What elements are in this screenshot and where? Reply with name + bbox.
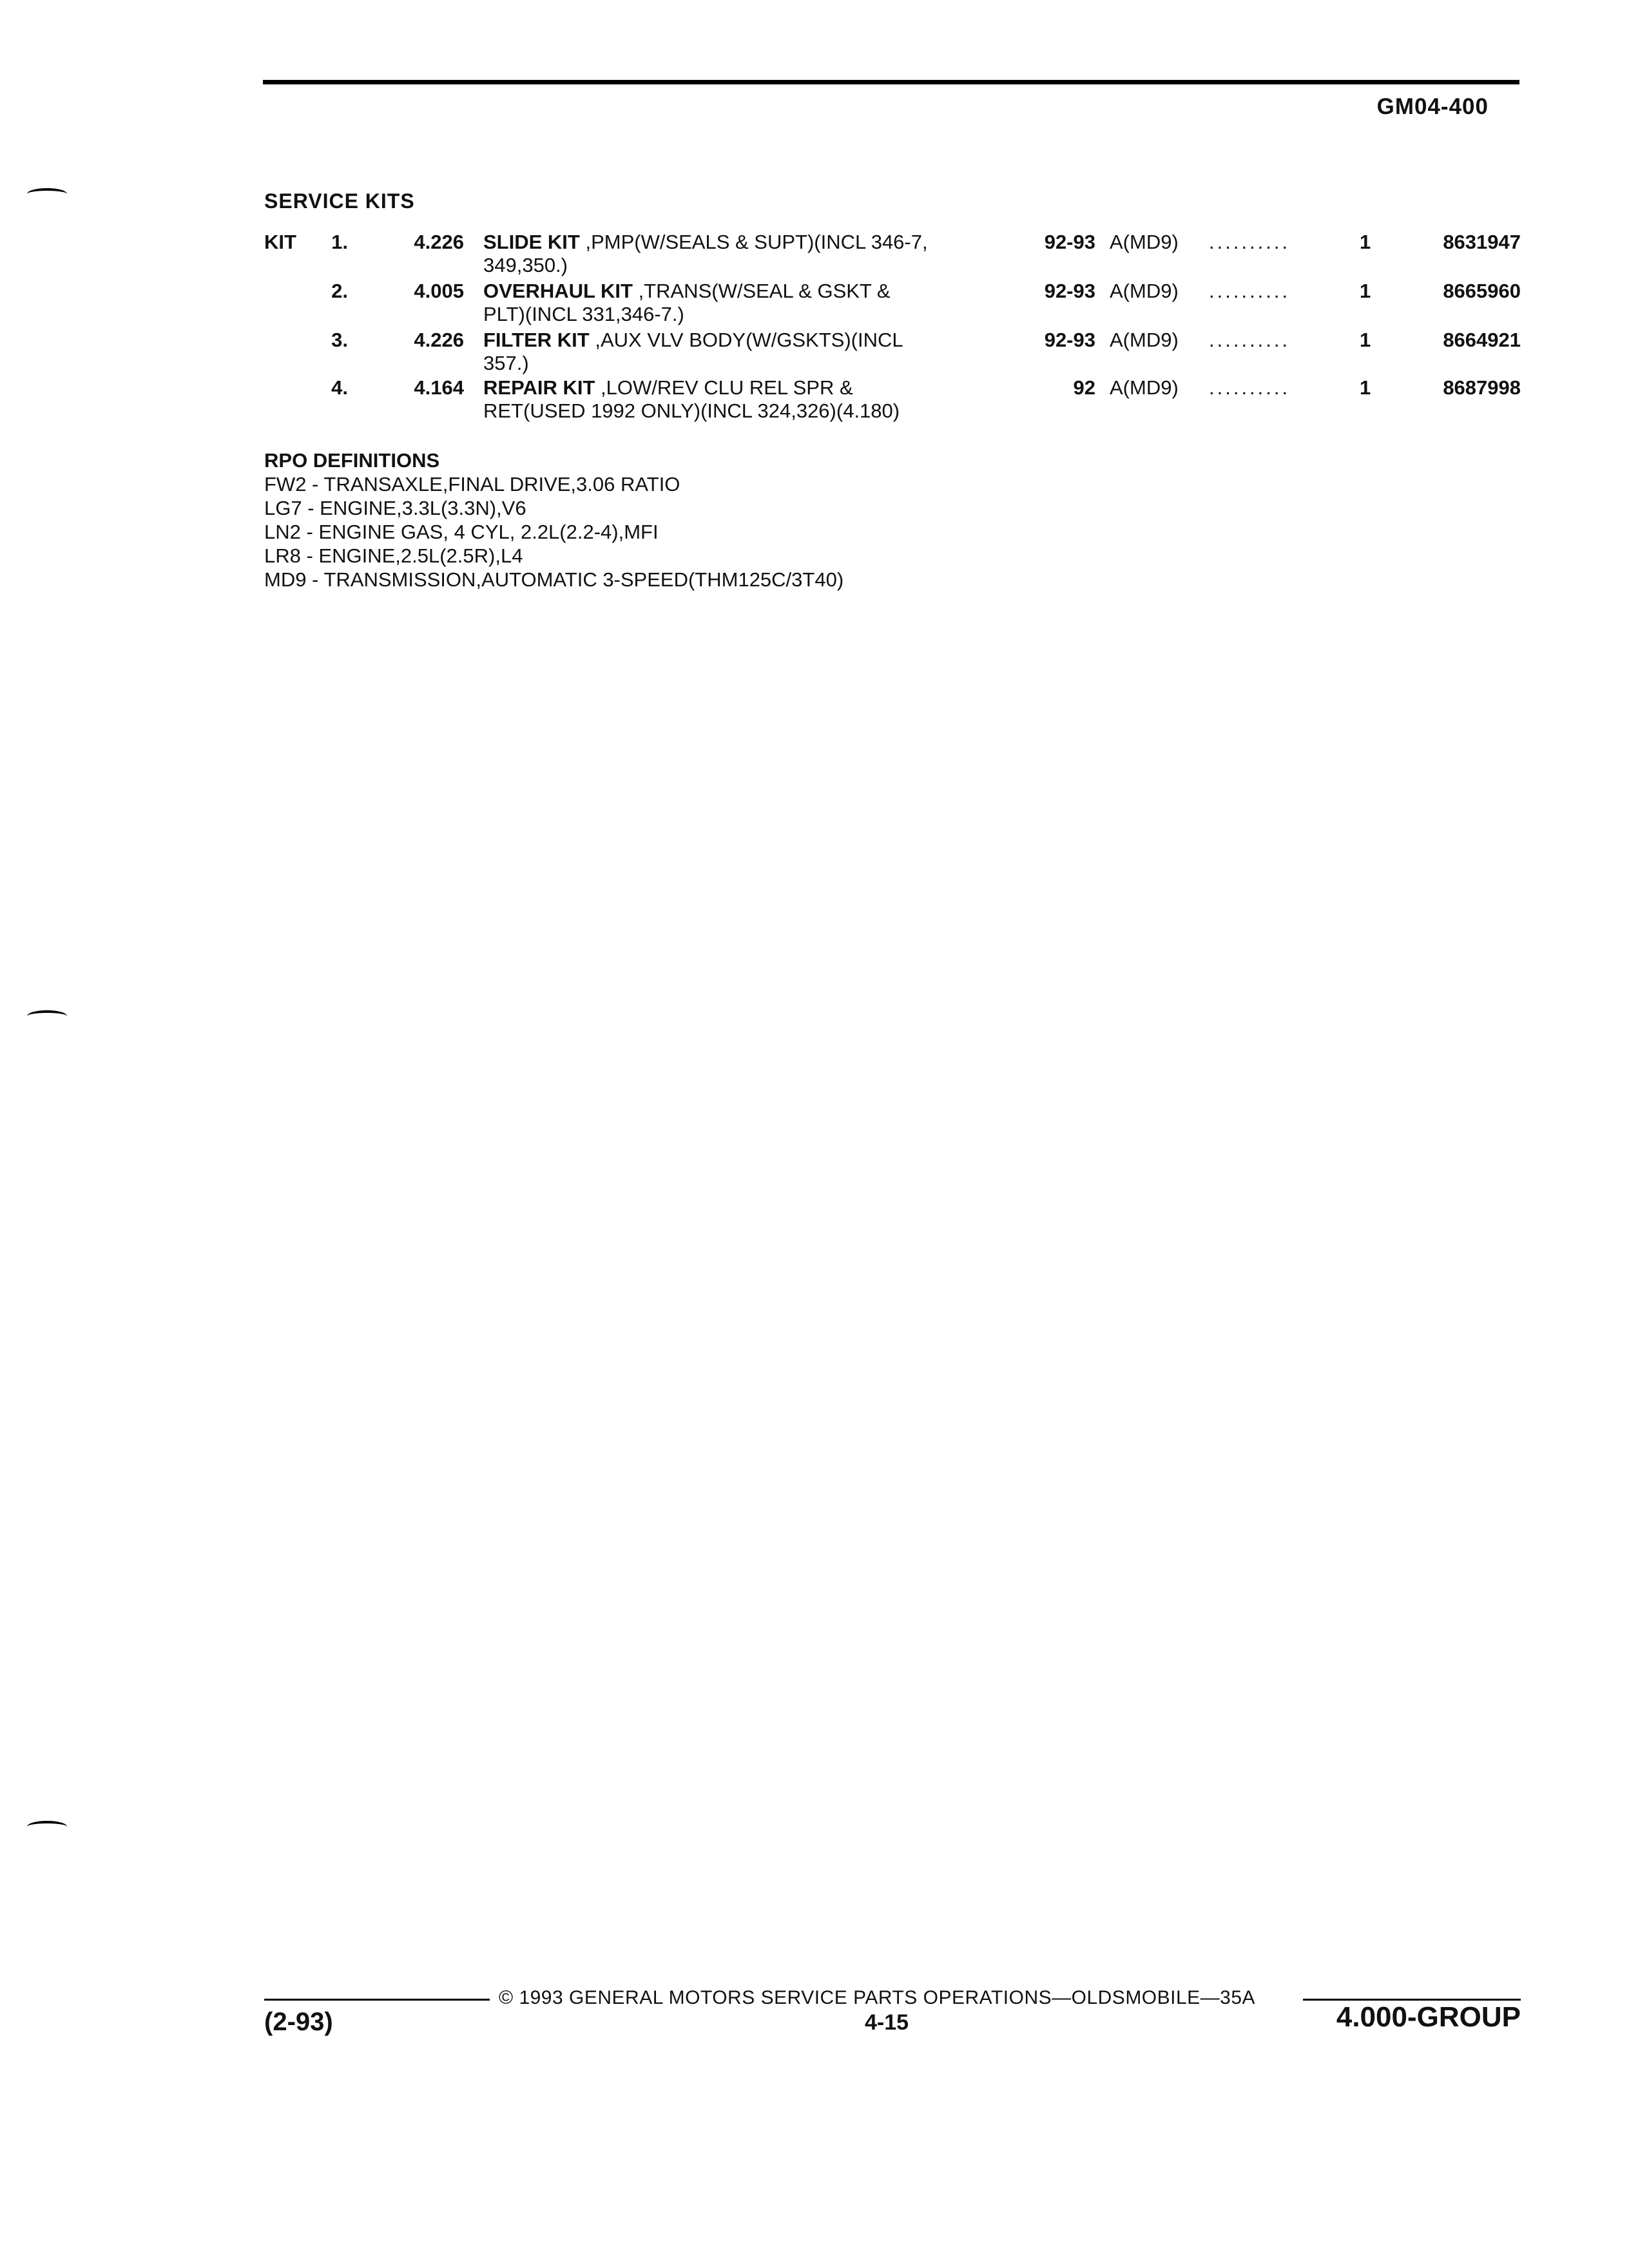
- model-years: 92: [1073, 376, 1095, 399]
- usage-code: A(MD9): [1110, 376, 1179, 399]
- description-line-1: ,PMP(W/SEALS & SUPT)(INCL 346-7,: [579, 231, 928, 253]
- copyright-notice: © 1993 GENERAL MOTORS SERVICE PARTS OPERATIONS—OLDSMOBILE—35A: [499, 1987, 1256, 2008]
- part-number: 8631947: [1443, 231, 1521, 253]
- footer-rule-right: [1303, 1999, 1521, 2001]
- group-number: 4.164: [414, 376, 464, 399]
- rpo-line: LR8 - ENGINE,2.5L(2.5R),L4: [264, 544, 523, 567]
- kit-number: 3.: [331, 329, 348, 351]
- usage-code: A(MD9): [1110, 280, 1179, 302]
- usage-code: A(MD9): [1110, 231, 1179, 253]
- page-number: 4-15: [865, 2010, 909, 2035]
- model-years: 92-93: [1044, 231, 1095, 253]
- group-label: 4.000-GROUP: [1336, 2001, 1521, 2033]
- rpo-definitions: [264, 448, 843, 591]
- kit-row: [264, 376, 1521, 424]
- kit-description: [483, 231, 1025, 277]
- binder-hole-mark: [27, 1821, 67, 1832]
- rpo-line: MD9 - TRANSMISSION,AUTOMATIC 3-SPEED(THM125C/3T40): [264, 568, 844, 591]
- revision-date: (2-93): [264, 2008, 333, 2036]
- kit-name: FILTER KIT: [483, 329, 590, 351]
- rpo-line: LN2 - ENGINE GAS, 4 CYL, 2.2L(2.2-4),MFI: [264, 521, 659, 543]
- kit-number: 1.: [331, 231, 348, 253]
- rpo-line: LG7 - ENGINE,3.3L(3.3N),V6: [264, 497, 526, 519]
- kit-name: OVERHAUL KIT: [483, 280, 633, 302]
- leader-dots: ..........: [1209, 231, 1291, 253]
- kit-description: [483, 280, 1025, 326]
- quantity: 1: [1360, 280, 1371, 302]
- quantity: 1: [1360, 231, 1371, 253]
- section-title: SERVICE KITS: [264, 189, 415, 213]
- group-number: 4.005: [414, 280, 464, 302]
- usage-code: A(MD9): [1110, 329, 1179, 351]
- part-number: 8687998: [1443, 376, 1521, 399]
- group-number: 4.226: [414, 329, 464, 351]
- description-line-1: ,AUX VLV BODY(W/GSKTS)(INCL: [589, 329, 903, 351]
- description-line-1: ,TRANS(W/SEAL & GSKT &: [632, 280, 891, 302]
- part-number: 8664921: [1443, 329, 1521, 351]
- kit-row: [264, 231, 1521, 278]
- group-number: 4.226: [414, 231, 464, 253]
- kit-number: 4.: [331, 376, 348, 399]
- quantity: 1: [1360, 376, 1371, 399]
- footer-rule-left: [264, 1999, 490, 2001]
- model-years: 92-93: [1044, 329, 1095, 351]
- binder-hole-mark: [27, 1010, 67, 1022]
- model-years: 92-93: [1044, 280, 1095, 302]
- description-line-2: 349,350.): [483, 254, 568, 276]
- rpo-title: RPO DEFINITIONS: [264, 449, 440, 472]
- rpo-line: FW2 - TRANSAXLE,FINAL DRIVE,3.06 RATIO: [264, 473, 680, 495]
- kit-label: KIT: [264, 231, 296, 253]
- kit-name: SLIDE KIT: [483, 231, 580, 253]
- kit-description: [483, 376, 1025, 423]
- part-number: 8665960: [1443, 280, 1521, 302]
- description-line-1: ,LOW/REV CLU REL SPR &: [595, 376, 853, 399]
- binder-hole-mark: [27, 188, 67, 200]
- leader-dots: ..........: [1209, 376, 1291, 399]
- kit-description: [483, 329, 1025, 375]
- kit-name: REPAIR KIT: [483, 376, 595, 399]
- leader-dots: ..........: [1209, 329, 1291, 351]
- document-id: GM04-400: [1376, 94, 1489, 119]
- description-line-2: PLT)(INCL 331,346-7.): [483, 303, 684, 325]
- description-line-2: 357.): [483, 352, 529, 374]
- header-rule: [263, 80, 1519, 84]
- leader-dots: ..........: [1209, 280, 1291, 302]
- kit-number: 2.: [331, 280, 348, 302]
- description-line-2: RET(USED 1992 ONLY)(INCL 324,326)(4.180): [483, 399, 900, 422]
- quantity: 1: [1360, 329, 1371, 351]
- kit-row: [264, 280, 1521, 327]
- kit-row: [264, 329, 1521, 376]
